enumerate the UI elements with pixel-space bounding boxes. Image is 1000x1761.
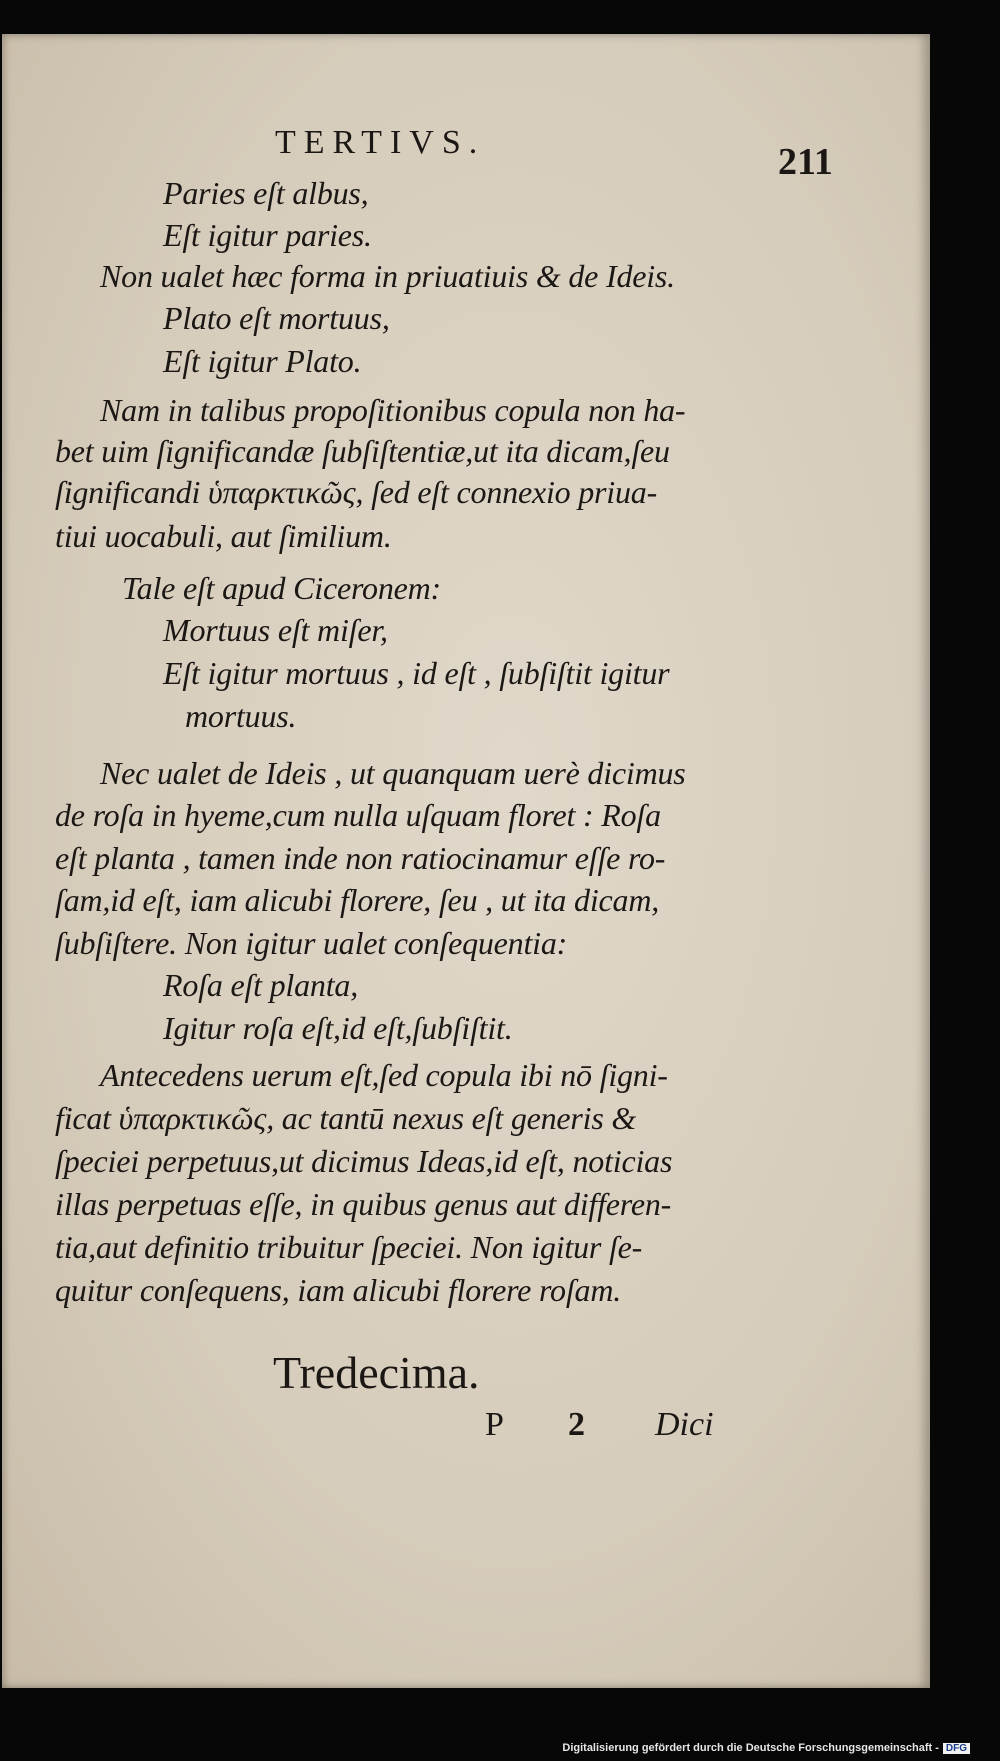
catchword: Dici: [655, 1406, 714, 1443]
text-line: Nec ualet de Ideis , ut quanquam uerè dicimus: [100, 755, 686, 791]
text-line: Antecedens uerum eſt,ſed copula ibi nō ſigni-: [100, 1057, 668, 1093]
text-line: ſam,id eſt, iam alicubi florere, ſeu , ut ita dicam,: [55, 882, 660, 918]
text-line: quitur conſequens, iam alicubi florere roſam.: [55, 1272, 622, 1308]
text-line: Eſt igitur paries.: [163, 217, 372, 253]
text-line: ſignificandi ὑπαρκτικῶς, ſed eſt connexio priua-: [55, 474, 658, 510]
running-title: TERTIVS.: [275, 124, 486, 161]
text-line: bet uim ſignificandæ ſubſiſtentiæ,ut ita dicam,ſeu: [55, 433, 670, 469]
text-line: Eſt igitur mortuus , id eſt , ſubſiſtit igitur: [163, 655, 670, 691]
section-heading: Tredecima.: [273, 1347, 480, 1398]
text-line: ficat ὑπαρκτικῶς, ac tantū nexus eſt generis &: [55, 1100, 637, 1136]
text-line: Mortuus eſt miſer,: [163, 612, 388, 648]
text-line: ſpeciei perpetuus,ut dicimus Ideas,id eſt, noticias: [55, 1143, 673, 1179]
signature-number: 2: [568, 1406, 585, 1443]
text-line: Nam in talibus propoſitionibus copula non ha-: [100, 392, 686, 428]
text-line: Paries eſt albus,: [163, 175, 369, 211]
text-line: Tale eſt apud Ciceronem:: [122, 570, 442, 606]
signature-mark: P: [485, 1406, 504, 1443]
page-number: 211: [778, 141, 833, 183]
text-line: ſubſiſtere. Non igitur ualet conſequentia:: [55, 925, 568, 961]
text-line: Roſa eſt planta,: [163, 967, 359, 1003]
text-line: Non ualet hæc forma in priuatiuis & de Ideis.: [100, 258, 675, 294]
text-line: Eſt igitur Plato.: [163, 343, 362, 379]
text-line: eſt planta , tamen inde non ratiocinamur eſſe ro-: [55, 840, 666, 876]
text-line: illas perpetuas eſſe, in quibus genus aut differen-: [55, 1186, 672, 1222]
text-line: mortuus.: [185, 698, 297, 734]
digitization-credit: [562, 1742, 970, 1754]
text-line: de roſa in hyeme,cum nulla uſquam floret : Roſa: [55, 797, 661, 833]
text-line: tia,aut definitio tribuitur ſpeciei. Non igitur ſe-: [55, 1229, 643, 1265]
credit-text: Digitalisierung gefördert durch die Deutsche Forschungsgemeinschaft -: [562, 1742, 939, 1754]
text-line: tiui uocabuli, aut ſimilium.: [55, 518, 392, 554]
text-line: Plato eſt mortuus,: [163, 300, 390, 336]
dfg-logo: DFG: [943, 1743, 970, 1754]
text-line: Igitur roſa eſt,id eſt,ſubſiſtit.: [163, 1010, 513, 1046]
